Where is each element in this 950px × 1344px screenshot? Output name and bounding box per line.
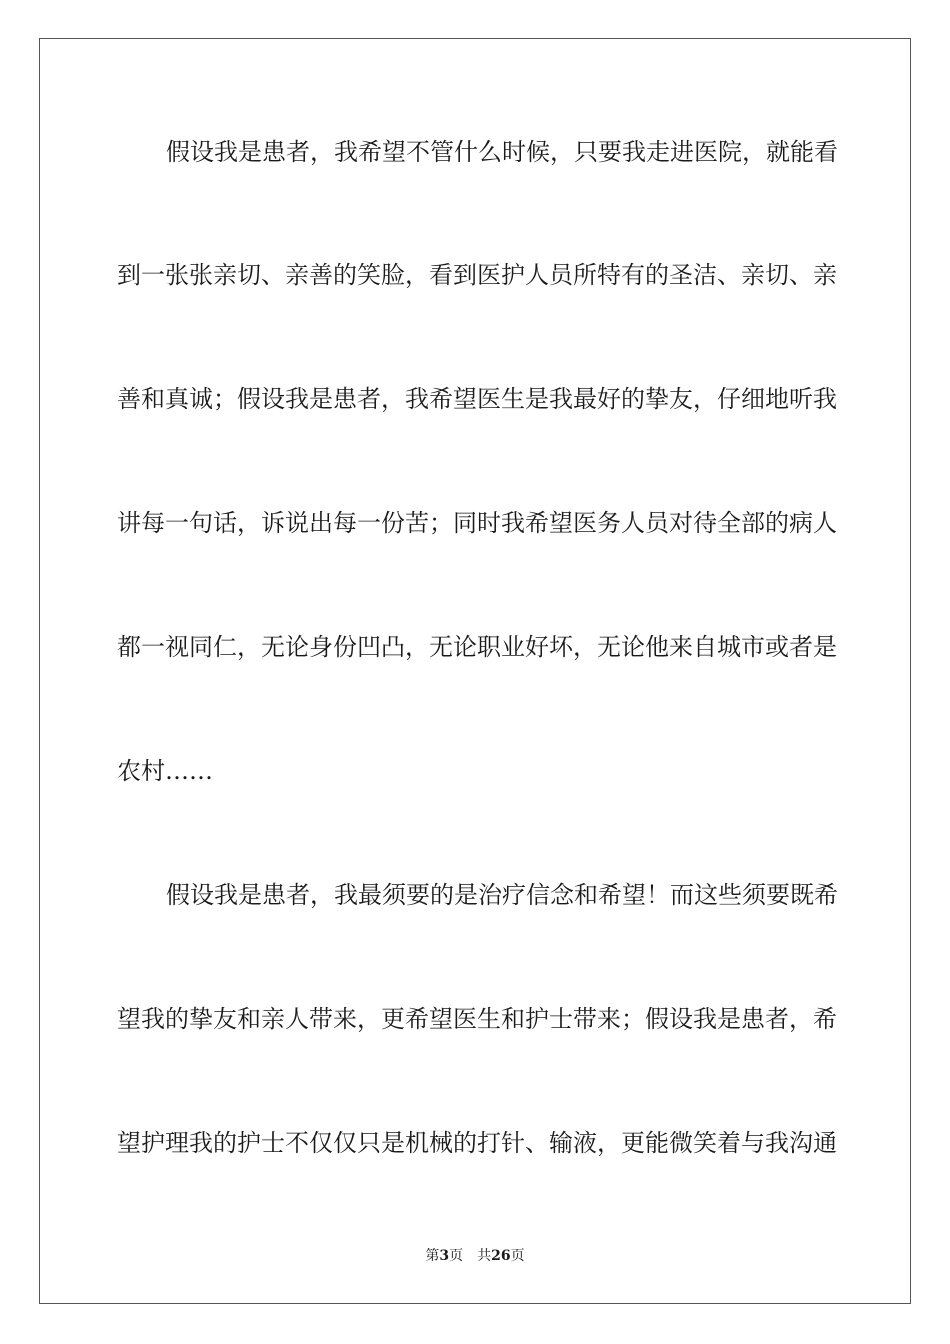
page-prefix: 第 [425, 1248, 440, 1264]
page-border [39, 38, 911, 1304]
current-page-number: 3 [439, 1248, 450, 1264]
paragraph-1-line-1: 假设我是患者，我希望不管什么时候，只要我走进医院，就能看 [166, 138, 838, 166]
paragraph-1-line-6: 农村…… [117, 757, 213, 785]
page-footer [0, 1246, 950, 1266]
paragraph-1-line-3: 善和真诚；假设我是患者，我希望医生是我最好的挚友，仔细地听我 [117, 385, 837, 413]
total-suffix: 页 [510, 1248, 525, 1264]
paragraph-2-line-2: 望我的挚友和亲人带来，更希望医生和护士带来；假设我是患者，希 [117, 1005, 837, 1033]
paragraph-2-line-3: 望护理我的护士不仅仅只是机械的打针、输液，更能微笑着与我沟通 [117, 1129, 837, 1157]
page-suffix: 页 [449, 1248, 464, 1264]
total-prefix: 共 [477, 1248, 492, 1264]
paragraph-2-line-1: 假设我是患者，我最须要的是治疗信念和希望！而这些须要既希 [166, 881, 838, 909]
paragraph-1-line-5: 都一视同仁，无论身份凹凸，无论职业好坏，无论他来自城市或者是 [117, 633, 837, 661]
total-page-count: 26 [491, 1248, 511, 1264]
paragraph-1-line-2: 到一张张亲切、亲善的笑脸，看到医护人员所特有的圣洁、亲切、亲 [117, 261, 837, 289]
paragraph-1-line-4: 讲每一句话，诉说出每一份苦；同时我希望医务人员对待全部的病人 [117, 509, 837, 537]
